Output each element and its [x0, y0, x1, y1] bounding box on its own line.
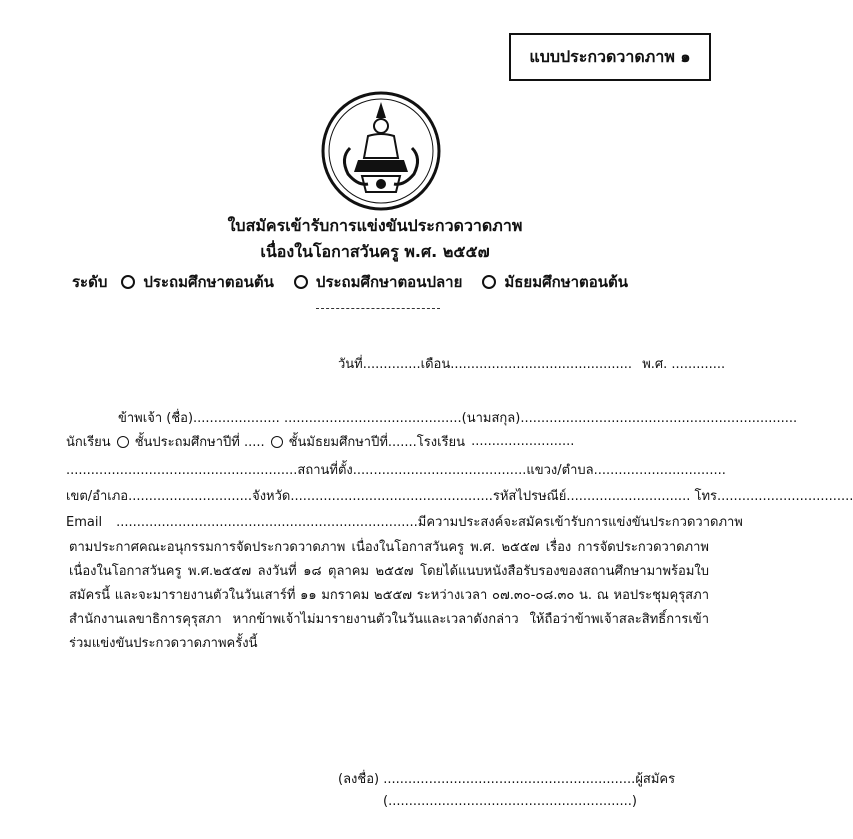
printed-name-field[interactable]: (...........................................................) [383, 794, 637, 809]
phone-field[interactable]: ................................. [717, 489, 853, 504]
email-field[interactable]: ......................................................................... [116, 515, 418, 530]
day-label: วันที่ [338, 357, 363, 372]
form-type-label: แบบประกวดวาดภาพ ๑ [529, 46, 691, 66]
location-field[interactable]: .......................................... [352, 463, 527, 478]
primary-grade-radio[interactable] [117, 436, 129, 448]
radio-button[interactable] [482, 275, 496, 289]
signature-line [338, 768, 675, 789]
district-line [66, 485, 853, 506]
surname-label: (นามสกุล) [461, 411, 521, 426]
email-label: Email [66, 515, 103, 530]
student-label: นักเรียน [66, 435, 111, 450]
level-option-primary-lower[interactable]: ประถมศึกษาตอนต้น [121, 270, 274, 294]
form-subtitle: เนื่องในโอกาสวันครู พ.ศ. ๒๕๕๗ [260, 242, 490, 261]
month-label: เดือน [420, 357, 451, 372]
signature-field[interactable]: ............................................................. [383, 772, 636, 787]
level-option-secondary-lower[interactable]: มัธยมศึกษาตอนต้น [482, 270, 628, 294]
year-field[interactable]: ............. [671, 357, 726, 372]
name-line [118, 407, 797, 428]
province-field[interactable]: ................................................. [290, 489, 493, 504]
year-label: พ.ศ. [642, 357, 668, 372]
school-field[interactable]: ......................... [471, 434, 575, 449]
level-label: ระดับ [72, 273, 108, 291]
declaration-paragraph: ตามประกาศคณะอนุกรรมการจัดประกวดวาดภาพ เนื่องในโอกาสวันครู พ.ศ. ๒๕๕๗ เรื่อง การจัดประกวดวาดภาพ เนื่องในโอกาสวันครู พ.ศ.๒๕๕๗ ลงวันที่ ๑๘ ตุลาคม ๒๕๕๗ โดยได้แนบหนังสือรับรองของสถานศึกษามาพร้อมใบสมัครนี้ และจะมารายงานตัวในวันเสาร์ที่ ๑๑ มกราคม ๒๕๕๗ ระหว่างเวลา ๐๗.๓๐-๐๘.๓๐ น. ณ หอประชุมคุรุสภา สำนักงานเลขาธิการคุรุสภา หากข้าพเจ้าไม่มารายงานตัวในวันและเวลาดังกล่าว ให้ถือว่าข้าพเจ้าสละสิทธิ์การเข้าร่วมแข่งขันประกวดวาดภาพครั้งนี้ [69, 540, 709, 651]
address-line [66, 459, 726, 480]
secondary-grade-label: ชั้นมัธยมศึกษาปีที่.......โรงเรียน [288, 435, 466, 450]
amphoe-field[interactable]: .............................. [128, 489, 253, 504]
title-separator [316, 308, 440, 309]
application-intent-text: มีความประสงค์จะสมัครเข้ารับการแข่งขันประกวดวาดภาพ [417, 515, 743, 530]
kurusapha-emblem-icon [318, 88, 444, 214]
subdistrict-label: แขวง/ตำบล [526, 463, 594, 478]
secondary-grade-radio[interactable] [271, 436, 283, 448]
sign-label: (ลงชื่อ) [338, 772, 380, 787]
applicant-label: ผู้สมัคร [635, 772, 676, 787]
day-field[interactable]: .............. [362, 357, 421, 372]
level-option-primary-upper[interactable]: ประถมศึกษาตอนปลาย [294, 270, 462, 294]
name-label: ข้าพเจ้า (ชื่อ) [118, 411, 194, 426]
name-field[interactable]: ..................... ........................................... [193, 411, 462, 426]
level-selection [72, 270, 628, 294]
address-field[interactable]: ........................................................ [66, 463, 298, 478]
form-title: ใบสมัครเข้ารับการแข่งขันประกวดวาดภาพ [227, 216, 523, 235]
postcode-field[interactable]: .............................. [566, 489, 691, 504]
province-label: จังหวัด [252, 489, 291, 504]
date-line [338, 353, 725, 374]
subdistrict-field[interactable]: ................................ [593, 463, 726, 478]
month-field[interactable]: ............................................ [450, 357, 633, 372]
postcode-label: รหัสไปรษณีย์ [492, 489, 567, 504]
surname-field[interactable]: ................................................................... [520, 411, 798, 426]
primary-grade-label: ชั้นประถมศึกษาปีที่ ..... [134, 435, 265, 450]
email-line [66, 511, 743, 532]
location-label: สถานที่ตั้ง [297, 463, 353, 478]
phone-label: โทร [694, 489, 718, 504]
form-type-box [509, 33, 711, 81]
radio-button[interactable] [294, 275, 308, 289]
amphoe-label: เขต/อำเภอ [66, 489, 129, 504]
radio-button[interactable] [121, 275, 135, 289]
student-line [66, 431, 574, 452]
